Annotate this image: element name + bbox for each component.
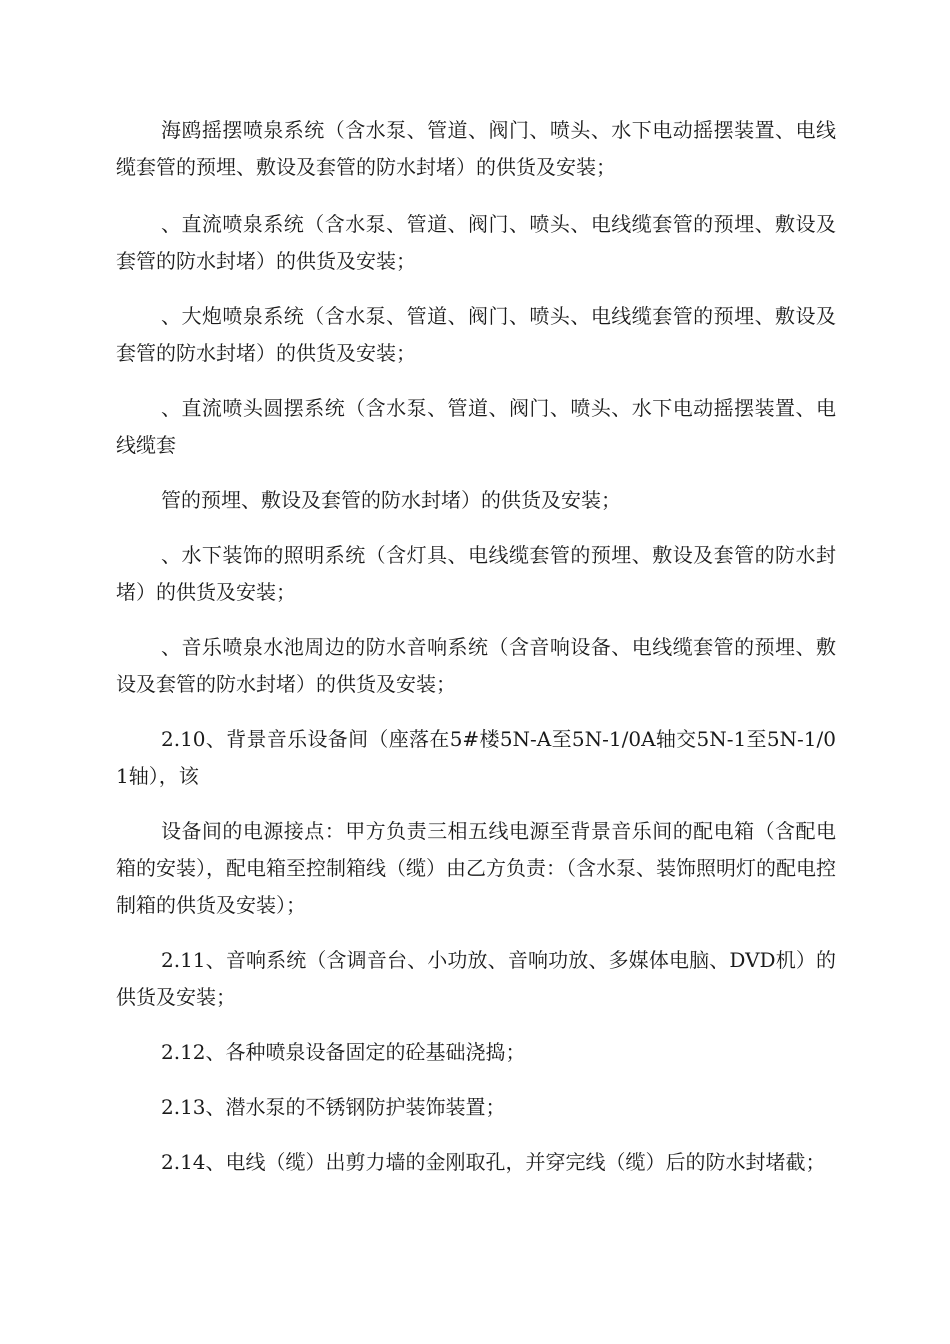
paragraph-2-14-wall-coring: 2.14、电线（缆）出剪力墙的金刚取孔，并穿完线（缆）后的防水封堵截； bbox=[161, 1150, 826, 1174]
paragraph-power-connection: 设备间的电源接点：甲方负责三相五线电源至背景音乐间的配电箱（含配电箱的安装），配电箱至控制箱线（缆）由乙方负责：（含水泵、装饰照明灯的配电控制箱的供货及安装）； bbox=[116, 819, 836, 917]
paragraph-2-11-audio-system: 2.11、音响系统（含调音台、小功放、音响功放、多媒体电脑、DVD机）的供货及安装； bbox=[116, 948, 836, 1009]
paragraph-seagull-swing-fountain: 海鸥摇摆喷泉系统（含水泵、管道、阀门、喷头、水下电动摇摆装置、电线缆套管的预埋、敷设及套管的防水封堵）的供货及安装； bbox=[116, 118, 836, 179]
paragraph-2-10-music-room: 2.10、背景音乐设备间（座落在5#楼5N-A至5N-1/0A轴交5N-1至5N-1/01轴），该 bbox=[116, 727, 836, 788]
paragraph-underwater-lighting: 、水下装饰的照明系统（含灯具、电线缆套管的预埋、敷设及套管的防水封堵）的供货及安装； bbox=[116, 543, 836, 604]
paragraph-nozzle-swing-system: 、直流喷头圆摆系统（含水泵、管道、阀门、喷头、水下电动摇摆装置、电线缆套 bbox=[116, 396, 836, 457]
paragraph-nozzle-swing-continued: 管的预埋、敷设及套管的防水封堵）的供货及安装； bbox=[161, 488, 621, 512]
paragraph-2-12-concrete-base: 2.12、各种喷泉设备固定的砼基础浇捣； bbox=[161, 1040, 526, 1064]
paragraph-waterproof-audio: 、音乐喷泉水池周边的防水音响系统（含音响设备、电线缆套管的预埋、敷设及套管的防水封堵）的供货及安装； bbox=[116, 635, 836, 696]
paragraph-straight-fountain: 、直流喷泉系统（含水泵、管道、阀门、喷头、电线缆套管的预埋、敷设及套管的防水封堵）的供货及安装； bbox=[116, 212, 836, 273]
paragraph-cannon-fountain: 、大炮喷泉系统（含水泵、管道、阀门、喷头、电线缆套管的预埋、敷设及套管的防水封堵）的供货及安装； bbox=[116, 304, 836, 365]
paragraph-2-13-pump-guard: 2.13、潜水泵的不锈钢防护装饰装置； bbox=[161, 1095, 506, 1119]
